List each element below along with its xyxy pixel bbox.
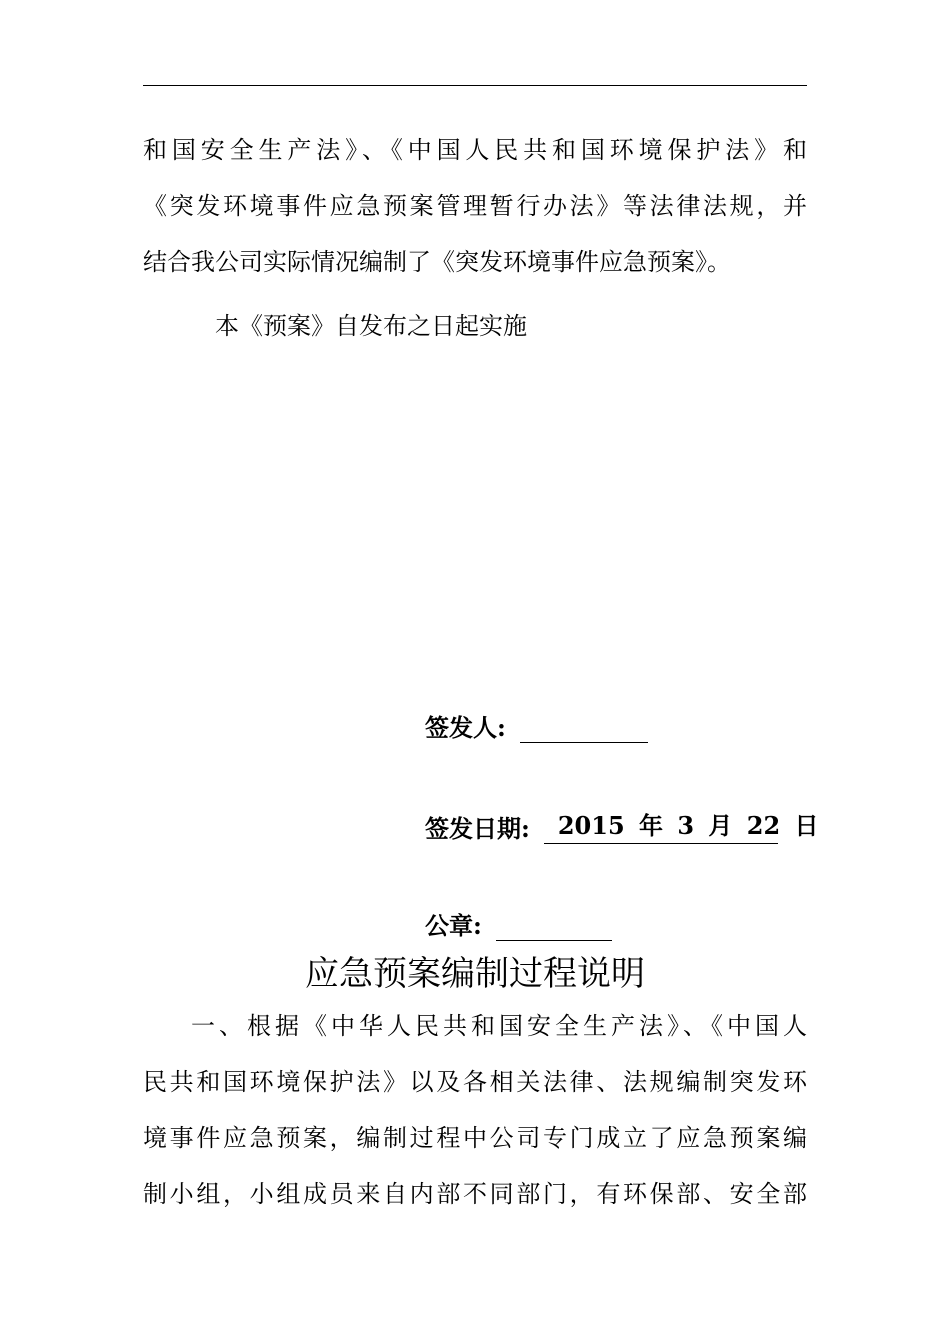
- date-value: 2015 年 3 月 22 日: [544, 806, 778, 844]
- date-row: [425, 806, 819, 844]
- signer-row: [425, 708, 648, 743]
- notice-line-1: 和国安全生产法》、《中国人民共和国环境保护法》和: [143, 136, 807, 164]
- section-line-4: 制小组，小组成员来自内部不同部门，有环保部、安全部: [143, 1180, 807, 1208]
- section-line-3: 境事件应急预案，编制过程中公司专门成立了应急预案编: [143, 1124, 807, 1152]
- seal-row: [425, 906, 612, 941]
- effective-statement: 本《预案》自发布之日起实施: [215, 312, 527, 340]
- date-label: 签发日期:: [425, 814, 530, 843]
- header-rule: [143, 85, 807, 86]
- signer-label: 签发人:: [425, 713, 506, 742]
- signer-blank: [520, 716, 648, 743]
- section-title: 应急预案编制过程说明: [305, 954, 645, 994]
- section-line-2: 民共和国环境保护法》以及各相关法律、法规编制突发环: [143, 1068, 807, 1096]
- seal-blank: [496, 914, 612, 941]
- seal-label: 公章:: [425, 911, 482, 940]
- notice-line-2: 《突发环境事件应急预案管理暂行办法》等法律法规，并: [143, 192, 807, 220]
- section-line-1: 一、根据《中华人民共和国安全生产法》、《中国人: [191, 1012, 807, 1040]
- notice-line-3: 结合我公司实际情况编制了《突发环境事件应急预案》。: [143, 248, 731, 276]
